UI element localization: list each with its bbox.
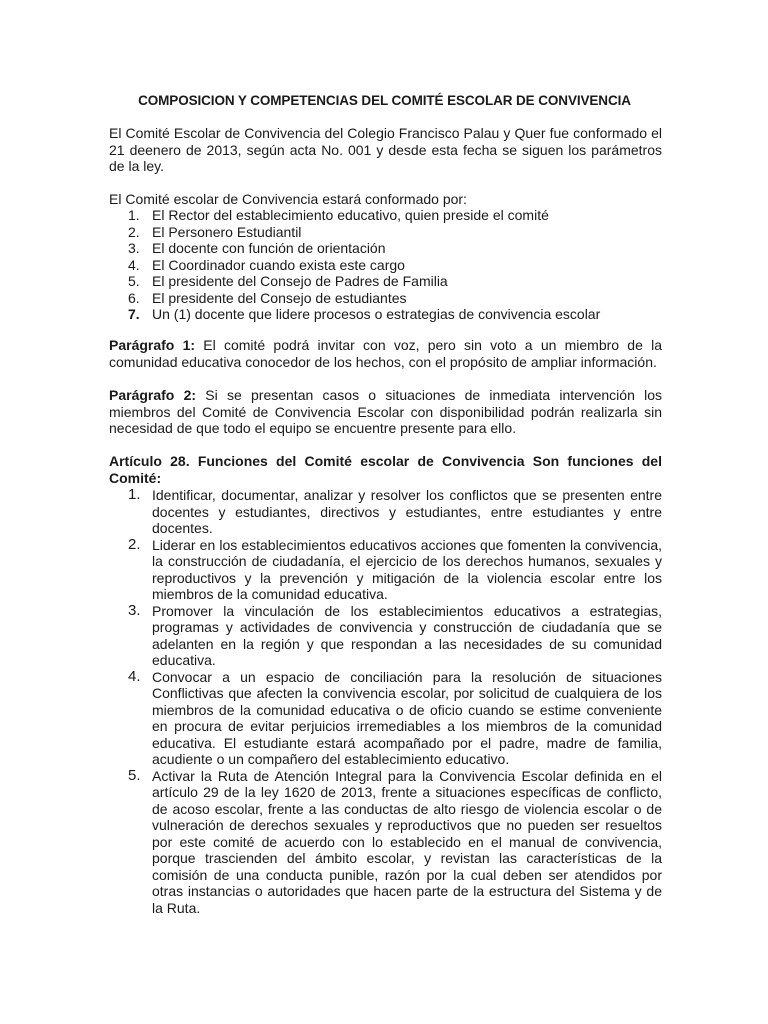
members-lead: El Comité escolar de Convivencia estará conformado por: xyxy=(109,191,467,207)
list-number: 2. xyxy=(128,223,140,240)
list-number: 1. xyxy=(128,486,141,503)
list-number: 4. xyxy=(128,667,141,685)
list-item xyxy=(109,273,662,290)
list-item-text: El Personero Estudiantil xyxy=(152,223,302,240)
list-item-text: Convocar a un espacio de conciliación para la resolución de situaciones Conflictivas que afecten la convivencia escolar, por solicitud de cualquiera de los miembros de la comunidad educativa o de oficio cuando se estime conveniente en procura de evitar perjuicios irremediables a los miembros de la comunidad educativa. El estudiante estará acompañado por el padre, madre de familia, acudiente o un compañero del establecimiento educativo. xyxy=(152,668,662,767)
list-item xyxy=(109,669,662,768)
list-item xyxy=(109,224,662,241)
articulo-heading: Artículo 28. Funciones del Comité escolar de Convivencia Son funciones del Comité: xyxy=(109,453,662,486)
document-title: COMPOSICION Y COMPETENCIAS DEL COMITÉ ESCOLAR DE CONVIVENCIA xyxy=(138,93,631,108)
list-item-text: Un (1) docente que lidere procesos o estrategias de convivencia escolar xyxy=(152,306,601,322)
list-item-text: El presidente del Consejo de estudiantes xyxy=(152,289,407,306)
list-number: 7. xyxy=(128,306,140,322)
list-item xyxy=(109,306,662,323)
list-item-text: El presidente del Consejo de Padres de Familia xyxy=(152,273,448,289)
members-list xyxy=(109,207,662,323)
list-item xyxy=(109,290,662,307)
list-item xyxy=(109,207,662,224)
list-item xyxy=(109,768,662,917)
list-item xyxy=(109,487,662,537)
paragrafo-1 xyxy=(109,337,662,370)
list-item xyxy=(109,603,662,669)
list-item-text: Promover la vinculación de los establecimientos educativos a estrategias, programas y actividades de convivencia y construcción de ciudadanía que se adelanten en la región y que respondan a las necesidades de su comunidad educativa. xyxy=(152,602,662,668)
paragrafo-2 xyxy=(109,387,662,437)
list-item-text: Liderar en los establecimientos educativos acciones que fomenten la convivencia, la construcción de ciudadanía, el ejercicio de los derechos humanos, sexuales y reproductivos y la prevención y mitigación de la violencia escolar entre los miembros de la comunidad educativa. xyxy=(152,536,662,602)
list-number: 6. xyxy=(128,289,140,306)
paragrafo-2-label: Parágrafo 2: xyxy=(109,387,197,403)
paragrafo-2-text: Si se presentan casos o situaciones de inmediata intervención los miembros del Comité de Convivencia Escolar con disponibilidad podrán realizarla sin necesidad de que todo el equipo se encuentre presente para ello. xyxy=(109,387,662,436)
list-item-text: Identificar, documentar, analizar y resolver los conflictos que se presenten entre docentes y estudiantes, directivos y estudiantes, entre estudiantes y entre docentes. xyxy=(152,487,662,536)
list-number: 3. xyxy=(128,240,140,256)
intro-paragraph: El Comité Escolar de Convivencia del Colegio Francisco Palau y Quer fue conformado el 21 deenero de 2013, según acta No. 001 y desde esta fecha se siguen los parámetros de la ley. xyxy=(109,125,662,174)
list-item-text: Activar la Ruta de Atención Integral para la Convivencia Escolar definida en el artículo 29 de la ley 1620 de 2013, frente a situaciones específicas de conflicto, de acoso escolar, frente a las conductas de alto riesgo de violencia escolar o de vulneración de derechos sexuales y reproductivos que no pueden ser resueltos por este comité de acuerdo con lo establecido en el manual de convivencia, porque trascienden del ámbito escolar, y revistan las características de la comisión de una conducta punible, razón por la cual deben ser atendidos por otras instancias o autoridades que hacen parte de la estructura del Sistema y de la Ruta. xyxy=(152,767,662,916)
functions-list xyxy=(109,487,662,916)
list-item-text: El Coordinador cuando exista este cargo xyxy=(152,256,405,273)
list-number: 3. xyxy=(128,601,141,619)
list-item xyxy=(109,240,662,257)
list-number: 4. xyxy=(128,256,140,273)
list-number: 5. xyxy=(128,766,141,784)
paragrafo-1-text: El comité podrá invitar con voz, pero sin voto a un miembro de la comunidad educativa conocedor de los hechos, con el propósito de ampliar información. xyxy=(109,337,662,370)
list-item xyxy=(109,257,662,274)
list-number: 1. xyxy=(128,207,140,223)
paragrafo-1-label: Parágrafo 1: xyxy=(109,337,196,353)
list-number: 5. xyxy=(128,273,140,289)
list-item-text: El docente con función de orientación xyxy=(152,240,386,256)
list-item xyxy=(109,537,662,603)
list-number: 2. xyxy=(128,535,141,553)
list-item-text: El Rector del establecimiento educativo, quien preside el comité xyxy=(152,207,549,223)
